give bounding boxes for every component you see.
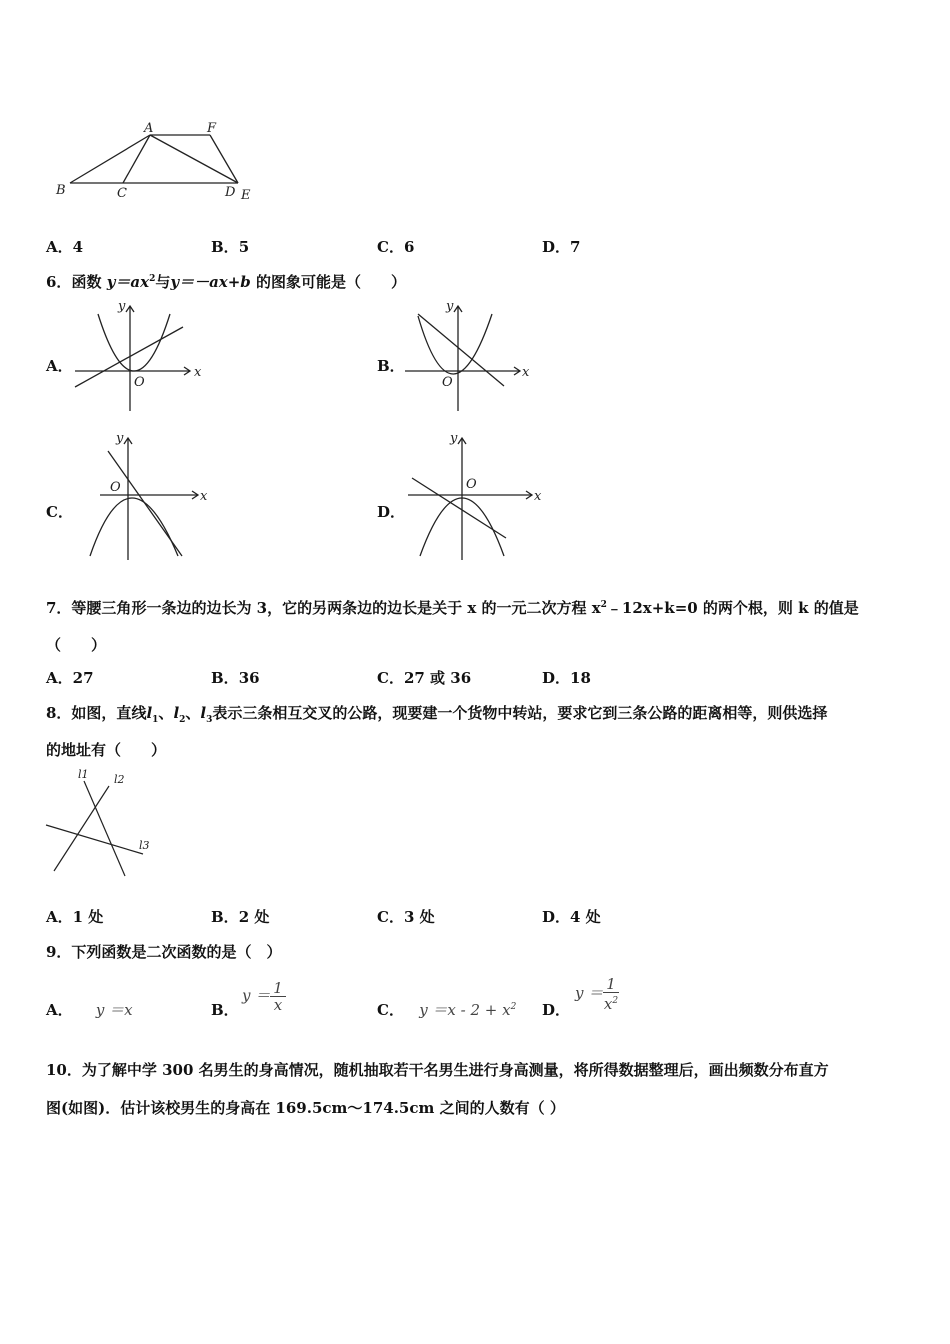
q6-expr2: y＝－ax+b (170, 273, 251, 291)
q5-label-f: F (207, 121, 217, 136)
q8-line-l1: l (146, 704, 153, 722)
option-letter: B． (211, 669, 239, 687)
q9-stem: 9．下列函数是二次函数的是（ ） (46, 943, 282, 961)
fraction-denominator-exponent: 2 (612, 996, 619, 1006)
q9-fraction-d (603, 976, 619, 1012)
q6-graph-c (80, 430, 220, 562)
q9-expr-d (575, 976, 619, 1012)
q9-option-c (377, 999, 516, 1020)
q6-graph-d (400, 430, 550, 562)
q5-label-b: B (56, 183, 66, 198)
q8-line-l3: l (200, 704, 207, 722)
q5-option-c (377, 236, 414, 257)
q7-text-pre: 7．等腰三角形一条边的边长为 3，它的另两条边的边长是关于 x 的一元二次方程 x (46, 599, 601, 617)
q9-expr-d-lhs: y ＝ (575, 984, 604, 1002)
option-letter: A． (46, 669, 73, 687)
axis-y-label: y (116, 431, 124, 446)
option-text: 18 (570, 669, 591, 687)
q8-option-b (211, 906, 269, 927)
origin-label: O (110, 480, 121, 495)
q8-text-pre: 8．如图，直线 (46, 704, 147, 722)
option-text: 1 处 (72, 908, 104, 926)
q6-option-d-letter: D． (377, 503, 406, 521)
option-text: 3 处 (403, 908, 435, 926)
q5-option-d (542, 236, 580, 257)
q7-stem-line1 (46, 597, 859, 618)
q6-option-c-letter: C． (46, 503, 73, 521)
q8-label-l3: l3 (139, 839, 150, 852)
q9-expr-b-lhs: y ＝ (242, 986, 271, 1005)
q8-label-l1: l1 (78, 768, 89, 781)
option-letter: D． (542, 669, 571, 687)
q5-option-a (46, 236, 83, 257)
q8-label-l2: l2 (114, 773, 125, 786)
fraction-denominator-base: x (603, 995, 613, 1013)
option-text: 6 (403, 238, 415, 256)
q6-graph-a (70, 298, 210, 414)
axis-x-label: x (200, 489, 208, 504)
axis-x-label: x (194, 365, 202, 380)
q5-trapezoid-figure (50, 118, 270, 208)
option-text: 5 (238, 238, 250, 256)
q5-label-d: D (225, 185, 236, 200)
q5-label-e: E (241, 188, 251, 203)
q8-lines-figure (40, 765, 160, 883)
axis-x-label: x (534, 489, 542, 504)
option-letter: C． (377, 1001, 404, 1019)
option-text: 27 (72, 669, 94, 687)
q8-line-l2: l (173, 704, 180, 722)
fraction-numerator: 1 (603, 976, 619, 993)
q8-sub-3: 3 (206, 715, 213, 725)
axis-y-label: y (118, 299, 126, 314)
q8-option-c (377, 906, 435, 927)
fraction-numerator: 1 (270, 980, 286, 997)
option-letter: A． (46, 908, 73, 926)
option-text: 4 处 (570, 908, 601, 926)
fraction-denominator: x (273, 996, 283, 1014)
q9-option-d (542, 999, 570, 1020)
q8-stem-line1 (46, 702, 827, 725)
option-letter: D． (542, 908, 571, 926)
q9-fraction-b (270, 980, 286, 1013)
q7-exponent: 2 (600, 600, 607, 610)
q5-option-b (211, 236, 249, 257)
q8-sep: 、 (185, 704, 201, 722)
option-letter: B． (211, 238, 239, 256)
q7-option-a (46, 667, 94, 688)
q9-expr-a: y ＝x (95, 1001, 133, 1019)
q7-option-c (377, 667, 471, 688)
q7-text-post: ﹣12x+k=0 的两个根，则 k 的值是 (606, 599, 859, 617)
q8-sub-2: 2 (179, 715, 186, 725)
option-text: 4 (72, 238, 84, 256)
q8-stem-line2: 的地址有（ ） (46, 741, 167, 759)
option-text: 36 (238, 669, 260, 687)
axis-y-label: y (446, 299, 454, 314)
q6-text-post: 的图象可能是（ ） (256, 273, 407, 291)
option-letter: B． (211, 1001, 239, 1019)
q6-expr1: y＝ax (106, 273, 150, 291)
option-letter: D． (542, 238, 571, 256)
origin-label: O (442, 375, 453, 390)
q6-text-mid: 与 (155, 273, 171, 291)
q9-option-a (46, 999, 133, 1020)
q10-stem-line2: 图(如图)．估计该校男生的身高在 169.5cm～174.5cm 之间的人数有（ ） (46, 1099, 565, 1117)
option-letter: A． (46, 1001, 73, 1019)
q9-option-b (211, 999, 239, 1020)
q9-expr-b (242, 980, 286, 1013)
q8-sub-1: 1 (152, 715, 159, 725)
option-letter: C． (377, 238, 404, 256)
q9-expr-c: y ＝x - 2 + x (419, 1001, 511, 1019)
option-letter: A． (46, 238, 73, 256)
q7-stem-line2: （ ） (46, 636, 107, 654)
q7-option-d (542, 667, 591, 688)
q6-exponent: 2 (149, 274, 156, 284)
q8-sep: 、 (158, 704, 174, 722)
option-text: 7 (570, 238, 581, 256)
option-letter: C． (377, 908, 404, 926)
q6-option-b-letter: B． (377, 357, 405, 375)
option-letter: B． (211, 908, 239, 926)
option-letter: C． (377, 669, 404, 687)
axis-y-label: y (450, 431, 458, 446)
q6-option-a-letter: A． (46, 357, 73, 375)
question-number: 6． (46, 273, 72, 291)
q5-label-c: C (117, 186, 127, 201)
q8-text-post: 表示三条相互交叉的公路，现要建一个货物中转站，要求它到三条公路的距离相等，则供选择 (212, 704, 828, 722)
origin-label: O (134, 375, 145, 390)
option-text: 2 处 (238, 908, 270, 926)
option-letter: D． (542, 1001, 571, 1019)
q8-option-a (46, 906, 103, 927)
axis-x-label: x (522, 365, 530, 380)
origin-label: O (466, 477, 477, 492)
fraction-denominator (603, 993, 619, 1012)
q5-label-a: A (144, 121, 154, 136)
q6-graph-b (400, 298, 540, 414)
q7-option-b (211, 667, 260, 688)
option-text: 27 或 36 (403, 669, 472, 687)
q9-exponent-c: 2 (510, 1002, 517, 1012)
q6-text-pre: 函数 (71, 273, 102, 291)
q8-option-d (542, 906, 601, 927)
q10-stem-line1: 10．为了解中学 300 名男生的身高情况，随机抽取若干名男生进行身高测量，将所得数据整理后，画出频数分布直方 (46, 1061, 829, 1079)
q6-stem (46, 271, 406, 292)
